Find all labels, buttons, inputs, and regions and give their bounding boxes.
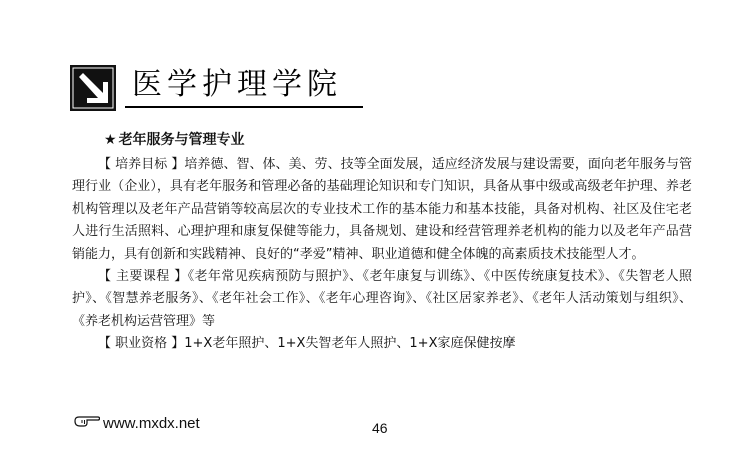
section-title (104, 131, 245, 149)
page-title: 医学护理学院 (132, 67, 342, 102)
website-link[interactable]: www.mxdx.net (103, 414, 200, 432)
qualifications-paragraph (72, 333, 692, 355)
star-icon: ★ (104, 132, 117, 148)
section-title-text: 老年服务与管理专业 (118, 132, 245, 148)
main-courses-paragraph (72, 266, 692, 333)
pointing-hand-icon (74, 414, 103, 432)
body-text (72, 154, 692, 356)
qualifications-text: 1+X老年照护、1+X失智老年人照护、1+X家庭保健按摩 (184, 336, 516, 352)
page-number: 46 (372, 420, 388, 436)
training-goal-text: 培养德、智、体、美、劳、技等全面发展，适应经济发展与建设需要，面向老年服务与管理行业（企业），具有老年服务和管理必备的基础理论知识和专门知识，具备从事中级或高级老年护理、养老机构管理以及老年产品营销等较高层次的专业技术工作的基本能力和基本技能，具备对机构、社区及住宅老人进行生活照料、心理护理和康复保健等能力，具备规划、建设和经营管理养老机构的能力以及老年产品营销能力，具有创新和实践精神、良好的“孝爱”精神、职业道德和健全体魄的高素质技术技能型人才。 (72, 157, 692, 262)
qualifications-label: 【 职业资格 】 (98, 336, 185, 352)
diagonal-arrow-icon (70, 65, 116, 111)
main-courses-text: 《老年常见疾病预防与照护》、《老年康复与训练》、《中医传统康复技术》、《失智老人照护》、《智慧养老服务》、《老年社会工作》、《老年心理咨询》、《社区居家养老》、《老年人活动策划与组织》、《养老机构运营管理》等 (72, 269, 692, 329)
footer-website[interactable] (74, 414, 200, 432)
training-goal-label: 【 培养目标 】 (98, 157, 185, 172)
main-courses-label: 【 主要课程 】 (98, 269, 188, 285)
training-goal-paragraph (72, 154, 692, 266)
title-underline (125, 106, 363, 108)
